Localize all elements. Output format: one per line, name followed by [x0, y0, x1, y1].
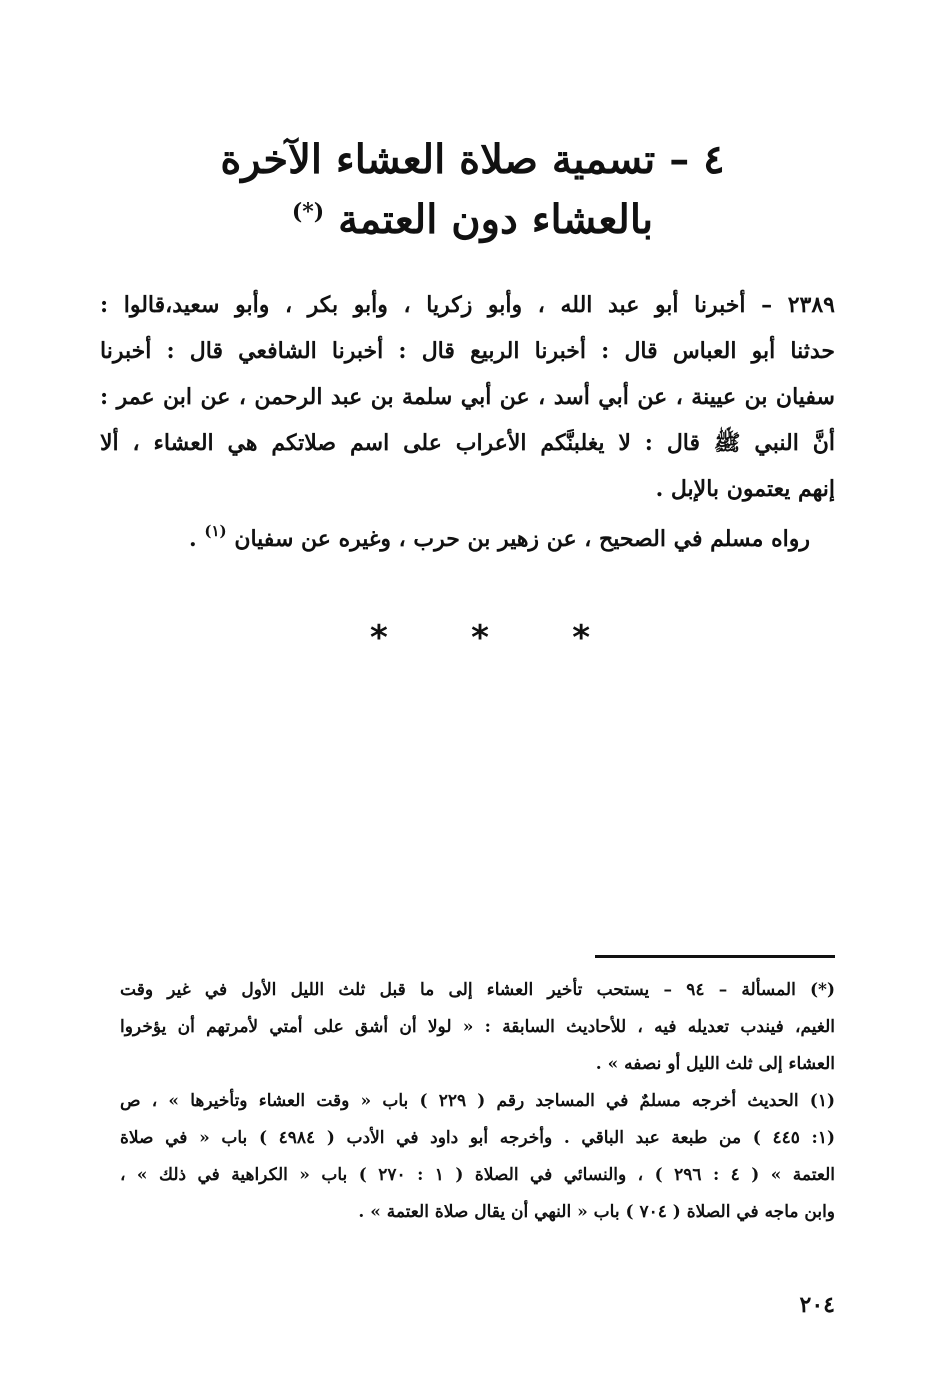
footnote-1-line-4: وابن ماجه في الصلاة ( ٧٠٤ ) باب « النهي أن يقال صلاة العتمة » . [358, 1202, 835, 1222]
footnote-ref-1: (١) [204, 522, 227, 540]
separator-star: * [471, 618, 489, 658]
hadith-line-1: ٢٣٨٩ – أخبرنا أبو عبد الله ، وأبو زكريا ، وأبو بكر ، وأبو سعيد،قالوا : [100, 292, 835, 318]
section-separator [370, 618, 590, 658]
chapter-title-line-2 [150, 190, 795, 250]
narration-text: رواه مسلم في الصحيح ، عن زهير بن حرب ، وغيره عن سفيان [234, 526, 810, 552]
footnote-star-line-1: (*) المسألة – ٩٤ – يستحب تأخير العشاء إلى ما قبل ثلث الليل الأول في غير وقت [120, 980, 835, 1000]
footnote-1-line-3: العتمة » ( ٤ : ٢٩٦ ) ، والنسائي في الصلاة ( ١ : ٢٧٠ ) باب « الكراهية في ذلك » ، [120, 1165, 835, 1185]
separator-star: * [370, 618, 388, 658]
hadith-line-4: أنَّ النبي ﷺ قال : لا يغلبنَّكم الأعراب على اسم صلاتكم هي العشاء ، ألا [100, 430, 835, 456]
page-number: ٢٠٤ [799, 1292, 835, 1318]
hadith-line-3: سفيان بن عيينة ، عن أبي أسد ، عن أبي سلمة بن عبد الرحمن ، عن ابن عمر : [100, 384, 835, 410]
narration-end: . [189, 526, 197, 552]
footnote-star [120, 972, 835, 1083]
hadith-paragraph [100, 282, 835, 512]
footnote-star-line-3: العشاء إلى ثلث الليل أو نصفه » . [595, 1054, 835, 1074]
chapter-title-line-1: ٤ – تسمية صلاة العشاء الآخرة [220, 136, 725, 183]
narration-note [170, 516, 810, 562]
title-footnote-marker: (*) [291, 199, 325, 225]
chapter-title-text: بالعشاء دون العتمة [338, 196, 654, 243]
footnote-1-line-1: (١) الحديث أخرجه مسلمٌ في المساجد رقم ( ٢٢٩ ) باب « وقت العشاء وتأخيرها » ، ص [120, 1091, 835, 1111]
hadith-line-5: إنهم يعتمون بالإبل . [655, 476, 835, 502]
footnote-1 [120, 1083, 835, 1231]
hadith-line-2: حدثنا أبو العباس قال : أخبرنا الربيع قال : أخبرنا الشافعي قال : أخبرنا [100, 338, 835, 364]
footnote-1-line-2: (١: ٤٤٥ ) من طبعة عبد الباقي . وأخرجه أبو داود في الأدب ( ٤٩٨٤ ) باب « في صلاة [120, 1128, 835, 1148]
footnote-star-line-2: الغيم، فيندب تعديله فيه ، للأحاديث السابقة : « لولا أن أشق على أمتي لأمرتهم أن يؤخروا [120, 1017, 835, 1037]
separator-star: * [572, 618, 590, 658]
footnote-divider [595, 955, 835, 958]
